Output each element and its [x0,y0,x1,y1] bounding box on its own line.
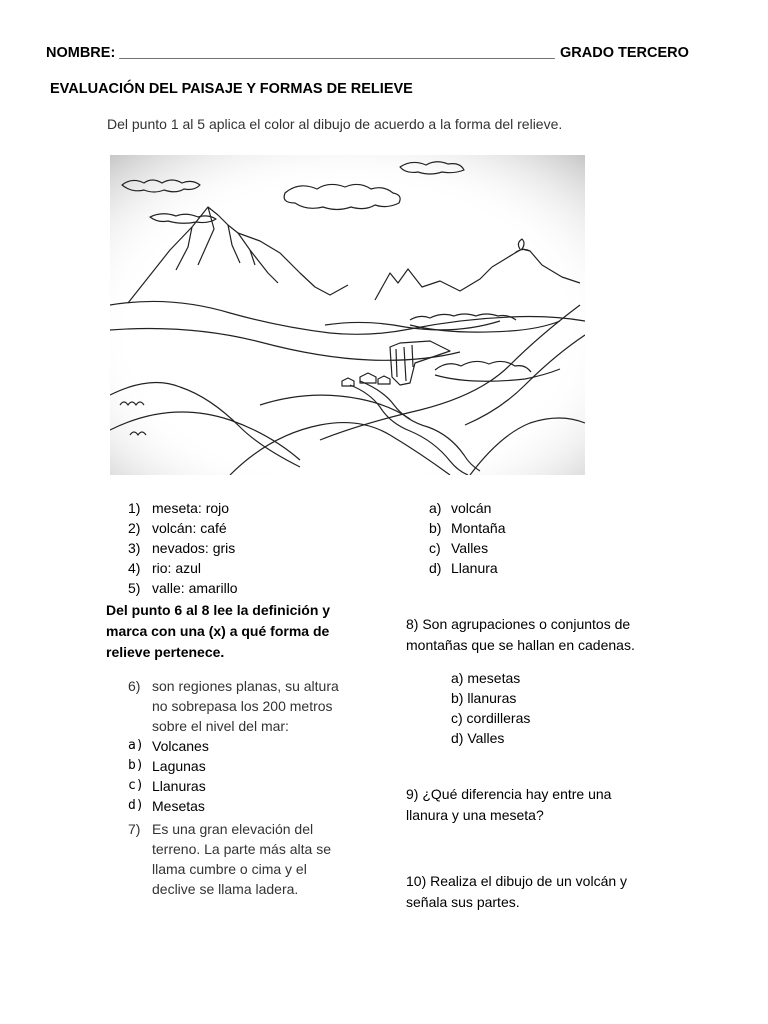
question-line: 9) ¿Qué diferencia hay entre una [406,786,612,802]
list-number: 5) [128,580,141,596]
option-text: volcán [451,500,492,516]
answer-option[interactable]: b) llanuras [451,690,517,706]
list-text: volcán: café [152,520,227,536]
list-number: 2) [128,520,141,536]
instruction-points-6-8 [106,600,330,663]
list-item [429,518,629,538]
list-item [429,498,629,518]
option-letter: d) [429,560,442,576]
option-text: Llanuras [152,778,206,794]
instruction-line: Del punto 6 al 8 lee la definición y [106,602,331,618]
list-item [128,538,388,558]
question-9 [406,784,611,826]
question-line: sobre el nivel del mar: [152,718,289,734]
question-number: 7) [128,821,141,837]
answer-option[interactable]: d) Valles [451,730,505,746]
question-10 [406,871,627,913]
question-number: 6) [128,678,141,694]
list-text: valle: amarillo [152,580,238,596]
option-letter: a) [429,500,442,516]
option-letter: c) [128,778,144,793]
question-line: montañas que se hallan en cadenas. [406,637,635,653]
question-line: llanura y una meseta? [406,807,544,823]
option-letter: b) [429,520,442,536]
list-number: 1) [128,500,141,516]
list-text: rio: azul [152,560,202,576]
option-letter: a) [128,738,144,753]
name-label: NOMBRE: ______________________________________________________ [46,45,555,61]
question-line: llama cumbre o cima y el [152,861,307,877]
list-item [128,558,388,578]
option-letter: b) [128,758,144,773]
option-text: Lagunas [152,758,206,774]
option-text: Valles [451,540,489,556]
question-line: Es una gran elevación del [152,821,314,837]
answer-option[interactable]: c) cordilleras [451,710,531,726]
answer-option[interactable]: a) mesetas [451,670,521,686]
question-line: 10) Realiza el dibujo de un volcán y [406,873,628,889]
color-list [128,498,388,598]
question-7 [128,819,388,899]
question-line: 8) Son agrupaciones o conjuntos de [406,616,631,632]
question-line: declive se llama ladera. [152,881,299,897]
list-item [128,498,388,518]
answer-option[interactable] [128,776,388,796]
option-letter: c) [429,540,441,556]
option-text: Montaña [451,520,506,536]
answer-option[interactable] [128,796,388,816]
option-text: Llanura [451,560,498,576]
list-item [128,518,388,538]
list-text: meseta: rojo [152,500,230,516]
page-title: EVALUACIÓN DEL PAISAJE Y FORMAS DE RELIEVE [50,81,413,97]
list-number: 4) [128,560,141,576]
question-line: terreno. La parte más alta se [152,841,331,857]
relief-options [429,498,629,578]
question-6 [128,676,388,816]
option-text: Mesetas [152,798,205,814]
instruction-text: Del punto 1 al 5 aplica el color al dibujo de acuerdo a la forma del relieve. [107,116,563,132]
list-number: 3) [128,540,141,556]
grade-label: GRADO TERCERO [560,45,689,61]
answer-option[interactable] [128,736,388,756]
question-8-options [451,668,530,748]
answer-option[interactable] [128,756,388,776]
list-item [429,538,629,558]
instruction-line: marca con una (x) a qué forma de [106,623,330,639]
list-text: nevados: gris [152,540,236,556]
list-item [128,578,388,598]
question-line: no sobrepasa los 200 metros [152,698,333,714]
option-letter: d) [128,798,144,813]
question-line: señala sus partes. [406,894,520,910]
question-line: son regiones planas, su altura [152,678,339,694]
option-text: Volcanes [152,738,209,754]
list-item [429,558,629,578]
instruction-line: relieve pertenece. [106,644,225,660]
landscape-illustration [110,155,585,475]
question-8 [406,614,635,656]
